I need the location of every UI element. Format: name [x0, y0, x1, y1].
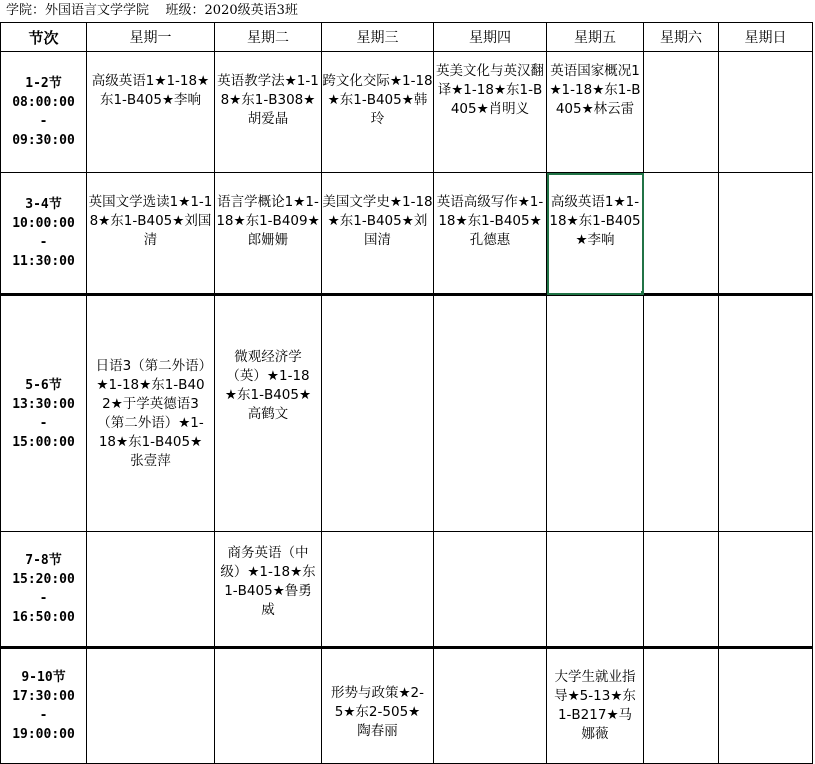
course-cell[interactable]	[719, 648, 813, 764]
class-info-header: 学院：外国语言文学学院 班级：2020级英语3班	[6, 3, 298, 18]
period-end: 15:00:00	[12, 434, 75, 450]
table-row	[1, 52, 813, 173]
col-header-monday[interactable]: 星期一	[87, 23, 215, 52]
period-dash: -	[39, 591, 48, 606]
course-cell[interactable]: 语言学概论1★1-18★东1-B409★郎姗姗	[215, 173, 322, 295]
course-cell-text: 高级英语1★1-18★东1-B405★李响	[549, 194, 641, 248]
period-start: 17:30:00	[12, 689, 75, 704]
course-cell[interactable]	[434, 532, 547, 648]
period-cell[interactable]	[1, 52, 87, 173]
period-dash: -	[39, 708, 48, 723]
period-label: 5-6节	[25, 377, 62, 393]
col-header-period[interactable]: 节次	[1, 23, 87, 52]
course-cell[interactable]	[87, 532, 215, 648]
period-label: 3-4节	[25, 197, 62, 212]
course-cell[interactable]	[644, 52, 719, 173]
period-start: 13:30:00	[12, 396, 75, 412]
col-header-wednesday[interactable]: 星期三	[322, 23, 434, 52]
period-end: 16:50:00	[12, 610, 75, 625]
course-cell[interactable]: 形势与政策★2-5★东2-505★陶春丽	[322, 648, 434, 764]
period-end: 19:00:00	[12, 727, 75, 742]
period-start: 10:00:00	[12, 216, 75, 231]
table-row	[1, 295, 813, 532]
course-cell[interactable]: 英语国家概况1★1-18★东1-B405★林云雷	[547, 52, 644, 173]
table-row	[1, 648, 813, 764]
fill-handle[interactable]	[641, 291, 644, 295]
col-header-friday[interactable]: 星期五	[547, 23, 644, 52]
course-cell[interactable]	[547, 295, 644, 532]
period-start: 15:20:00	[12, 572, 75, 587]
course-cell[interactable]	[719, 52, 813, 173]
period-cell[interactable]	[1, 648, 87, 764]
period-dash: -	[39, 235, 48, 250]
table-row	[1, 173, 813, 295]
period-label: 1-2节	[25, 76, 62, 91]
column-header-row	[1, 23, 813, 52]
course-cell-selected[interactable]	[547, 173, 644, 295]
course-cell[interactable]: 大学生就业指导★5-13★东1-B217★马娜薇	[547, 648, 644, 764]
course-cell[interactable]	[719, 295, 813, 532]
course-cell[interactable]	[322, 295, 434, 532]
period-cell[interactable]	[1, 532, 87, 648]
course-cell[interactable]	[547, 532, 644, 648]
course-cell[interactable]	[719, 532, 813, 648]
course-cell[interactable]: 英语教学法★1-18★东1-B308★胡爱晶	[215, 52, 322, 173]
period-end: 11:30:00	[12, 254, 75, 269]
period-dash: -	[39, 114, 48, 129]
course-cell[interactable]: 商务英语（中级）★1-18★东1-B405★鲁勇威	[215, 532, 322, 648]
course-cell[interactable]: 跨文化交际★1-18★东1-B405★韩玲	[322, 52, 434, 173]
course-cell[interactable]	[434, 648, 547, 764]
period-label: 7-8节	[25, 553, 62, 568]
col-header-saturday[interactable]: 星期六	[644, 23, 719, 52]
course-cell[interactable]: 高级英语1★1-18★东1-B405★李响	[87, 52, 215, 173]
course-cell[interactable]	[215, 648, 322, 764]
course-cell[interactable]: 英国文学选读1★1-18★东1-B405★刘国清	[87, 173, 215, 295]
period-start: 08:00:00	[12, 95, 75, 110]
course-cell[interactable]: 英美文化与英汉翻译★1-18★东1-B405★肖明义	[434, 52, 547, 173]
course-cell[interactable]: 日语3（第二外语）★1-18★东1-B402★于学英德语3（第二外语）★1-18★东1-B405★张壹萍	[87, 295, 215, 532]
period-dash: -	[39, 415, 48, 431]
course-cell[interactable]: 微观经济学（英）★1-18★东1-B405★高鹤文	[215, 295, 322, 532]
col-header-sunday[interactable]: 星期日	[719, 23, 813, 52]
period-cell[interactable]	[1, 295, 87, 532]
table-row	[1, 532, 813, 648]
timetable-grid	[0, 22, 813, 764]
course-cell[interactable]	[434, 295, 547, 532]
course-cell[interactable]: 英语高级写作★1-18★东1-B405★孔德惠	[434, 173, 547, 295]
period-cell[interactable]	[1, 173, 87, 295]
period-label: 9-10节	[21, 670, 66, 685]
course-cell[interactable]	[644, 648, 719, 764]
col-header-thursday[interactable]: 星期四	[434, 23, 547, 52]
course-cell[interactable]: 美国文学史★1-18★东1-B405★刘国清	[322, 173, 434, 295]
course-cell[interactable]	[644, 295, 719, 532]
course-cell[interactable]	[644, 532, 719, 648]
col-header-tuesday[interactable]: 星期二	[215, 23, 322, 52]
course-cell[interactable]	[719, 173, 813, 295]
course-cell[interactable]	[322, 532, 434, 648]
course-cell[interactable]	[644, 173, 719, 295]
course-cell[interactable]	[87, 648, 215, 764]
period-end: 09:30:00	[12, 133, 75, 148]
